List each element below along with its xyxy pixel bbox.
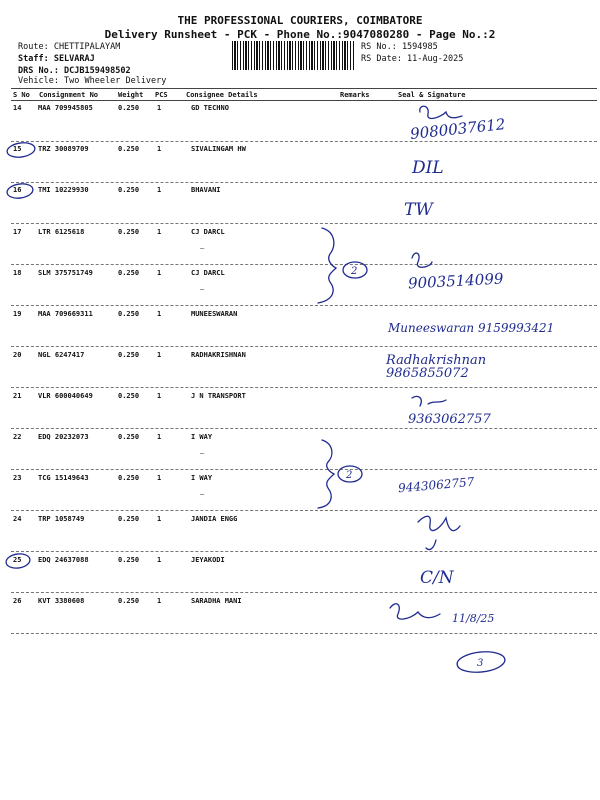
row-consignee: I WAY [191, 433, 213, 441]
route-label: Route: CHETTIPALAYAM [18, 42, 121, 52]
handwritten-signature: Radhakrishnan 9865855072 [386, 353, 487, 381]
row-consignment: NGL 6247417 [38, 351, 85, 359]
remark-number: 2 [351, 266, 358, 277]
row-consignee: CJ DARCL [191, 228, 225, 236]
row-consignee: I WAY [191, 474, 213, 482]
row-sno: 19 [13, 310, 22, 318]
circle-mark [5, 552, 31, 569]
handwritten-signature: TW [404, 200, 433, 220]
vehicle-label: Vehicle: Two Wheeler Delivery [18, 76, 167, 86]
rs-number: RS No.: 1594985 [361, 42, 438, 52]
row-consignment: EDQ 24637088 [38, 556, 89, 564]
company-title: THE PROFESSIONAL COURIERS, COIMBATORE [177, 14, 423, 27]
row-sno: 25 [13, 556, 22, 564]
row-consignment: SLM 375751749 [38, 269, 93, 277]
col-seal-signature: Seal & Signature [398, 91, 466, 99]
row-consignment: TCG 15149643 [38, 474, 89, 482]
signature-scribble [420, 106, 462, 118]
row-pcs: 1 [157, 515, 162, 523]
row-consignee: SIVALINGAM HW [191, 145, 246, 153]
handwritten-signature: C/N [420, 568, 454, 588]
row-pcs: 1 [157, 351, 162, 359]
row-sno: 20 [13, 351, 22, 359]
dash-mark: — [200, 285, 205, 293]
col-consignment: Consignment No [39, 91, 99, 99]
dash-mark: — [200, 490, 205, 498]
row-pcs: 1 [157, 433, 162, 441]
handwritten-signature: 9363062757 [408, 412, 491, 427]
row-pcs: 1 [157, 556, 162, 564]
handwritten-signature: DIL [412, 158, 444, 178]
row-sno: 26 [13, 597, 22, 605]
bracket-mark [318, 228, 336, 303]
row-sno: 18 [13, 269, 22, 277]
row-weight: 0.250 [118, 310, 140, 318]
row-consignment: TMI 10229930 [38, 186, 89, 194]
row-consignee: J N TRANSPORT [191, 392, 246, 400]
row-weight: 0.250 [118, 145, 140, 153]
row-pcs: 1 [157, 186, 162, 194]
row-consignment: EDQ 20232073 [38, 433, 89, 441]
row-consignment: TRP 1058749 [38, 515, 85, 523]
row-sno: 15 [13, 145, 22, 153]
row-consignee: BHAVANI [191, 186, 221, 194]
row-weight: 0.250 [118, 515, 140, 523]
dash-mark: — [200, 449, 205, 457]
row-consignment: VLR 600040649 [38, 392, 93, 400]
row-consignee: MUNEESWARAN [191, 310, 238, 318]
col-weight: Weight [118, 91, 144, 99]
row-sno: 17 [13, 228, 22, 236]
page-circle-number: 3 [477, 658, 484, 669]
row-consignment: LTR 6125618 [38, 228, 85, 236]
row-weight: 0.250 [118, 597, 140, 605]
col-pcs: PCS [155, 91, 168, 99]
row-sno: 24 [13, 515, 22, 523]
handwritten-signature: 9080037612 [409, 115, 507, 143]
col-sno: S No [13, 91, 30, 99]
row-weight: 0.250 [118, 556, 140, 564]
dash-mark: — [200, 244, 205, 252]
row-pcs: 1 [157, 597, 162, 605]
row-weight: 0.250 [118, 474, 140, 482]
rs-date: RS Date: 11-Aug-2025 [361, 54, 464, 64]
row-sno: 14 [13, 104, 22, 112]
bracket-mark [318, 440, 334, 508]
row-sno: 21 [13, 392, 22, 400]
row-consignee: JANDIA ENGG [191, 515, 238, 523]
row-consignee: CJ DARCL [191, 269, 225, 277]
row-sno: 23 [13, 474, 22, 482]
signature-scribble [412, 396, 446, 406]
signature-scribble [418, 516, 460, 549]
circle-mark [6, 182, 34, 199]
row-weight: 0.250 [118, 351, 140, 359]
row-pcs: 1 [157, 392, 162, 400]
row-weight: 0.250 [118, 228, 140, 236]
row-weight: 0.250 [118, 392, 140, 400]
row-weight: 0.250 [118, 104, 140, 112]
handwritten-signature: Muneeswaran 9159993421 [388, 321, 555, 335]
handwritten-signature: 11/8/25 [452, 612, 495, 625]
row-consignment: TRZ 30089709 [38, 145, 89, 153]
row-weight: 0.250 [118, 186, 140, 194]
handwritten-signature: 9003514099 [407, 269, 504, 293]
circle-mark [6, 141, 36, 159]
staff-label: Staff: SELVARAJ [18, 54, 95, 64]
row-pcs: 1 [157, 145, 162, 153]
row-pcs: 1 [157, 104, 162, 112]
drs-number: DRS No.: DCJB159498502 [18, 66, 131, 76]
row-sno: 22 [13, 433, 22, 441]
col-remarks: Remarks [340, 91, 370, 99]
signature-scribble [390, 604, 440, 619]
row-pcs: 1 [157, 474, 162, 482]
row-consignee: RADHAKRISHNAN [191, 351, 246, 359]
row-pcs: 1 [157, 269, 162, 277]
row-consignment: MAA 709945805 [38, 104, 93, 112]
row-consignment: MAA 709669311 [38, 310, 93, 318]
row-consignee: JEYAKODI [191, 556, 225, 564]
row-sno: 16 [13, 186, 22, 194]
runsheet-subtitle: Delivery Runsheet - PCK - Phone No.:9047080280 - Page No.:2 [104, 28, 496, 41]
remark-number: 2 [346, 470, 353, 481]
row-weight: 0.250 [118, 433, 140, 441]
handwritten-signature: 9443062757 [397, 474, 475, 496]
col-consignee: Consignee Details [186, 91, 258, 99]
signature-scribble [412, 253, 432, 267]
row-consignee: GD TECHNO [191, 104, 229, 112]
row-consignment: KVT 3380608 [38, 597, 85, 605]
row-weight: 0.250 [118, 269, 140, 277]
row-pcs: 1 [157, 310, 162, 318]
row-pcs: 1 [157, 228, 162, 236]
row-consignee: SARADHA MANI [191, 597, 242, 605]
